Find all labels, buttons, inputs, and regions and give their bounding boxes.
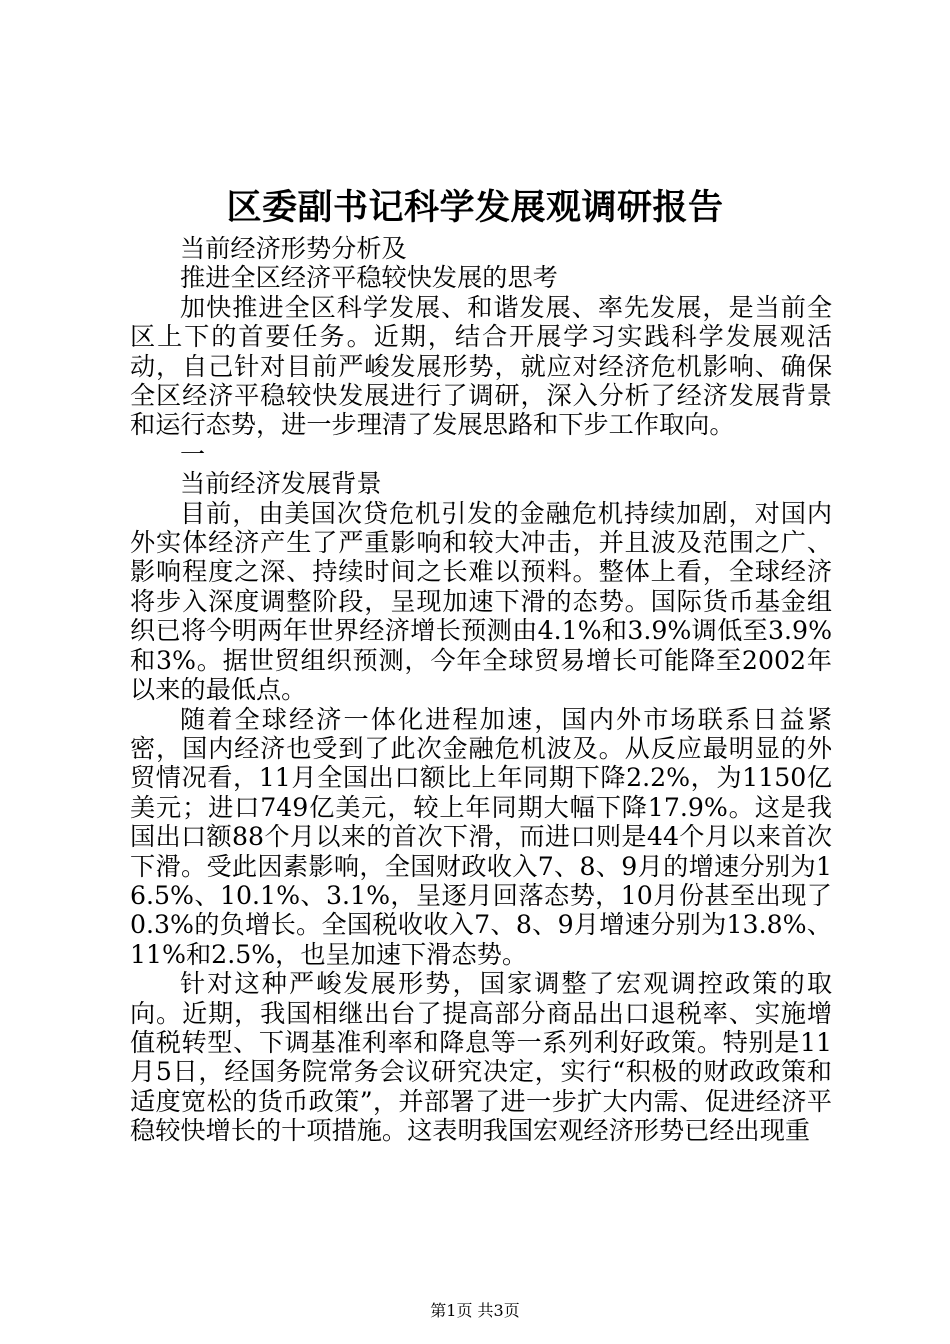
document-body — [130, 234, 832, 1146]
body-paragraph: 随着全球经济一体化进程加速，国内外市场联系日益紧密，国内经济也受到了此次金融危机波及。从反应最明显的外贸情况看，11月全国出口额比上年同期下降2.2%，为1150亿美元；进口749亿美元，较上年同期大幅下降17.9%。这是我国出口额88个月以来的首次下滑，而进口则是44个月以来首次下滑。受此因素影响，全国财政收入7、8、9月的增速分别为16.5%、10.1%、3.1%，呈逐月回落态势，10月份甚至出现了0.3%的负增长。全国税收收入7、8、9月增速分别为13.8%、11%和2.5%，也呈加速下滑态势。 — [130, 704, 832, 969]
section-title: 当前经济发展背景 — [180, 469, 382, 499]
intro-paragraph: 加快推进全区科学发展、和谐发展、率先发展，是当前全区上下的首要任务。近期，结合开展学习实践科学发展观活动，自己针对目前严峻发展形势，就应对经济危机影响、确保全区经济平稳较快发展进行了调研，深入分析了经济发展背景和运行态势，进一步理清了发展思路和下步工作取向。 — [130, 292, 832, 440]
subtitle-line-1: 当前经济形势分析及 — [180, 234, 407, 263]
document-title: 区委副书记科学发展观调研报告 — [226, 187, 724, 228]
subtitle-line-2: 推进全区经济平稳较快发展的思考 — [180, 263, 558, 293]
section-number: 一 — [180, 439, 206, 469]
body-paragraph: 针对这种严峻发展形势，国家调整了宏观调控政策的取向。近期，我国相继出台了提高部分商品出口退税率、实施增值税转型、下调基准利率和降息等一系列利好政策。特别是11月5日，经国务院常务会议研究决定，实行“积极的财政政策和适度宽松的货币政策”，并部署了进一步扩大内需、促进经济平稳较快增长的十项措施。这表明我国宏观经济形势已经出现重 — [130, 969, 832, 1146]
body-paragraph: 目前，由美国次贷危机引发的金融危机持续加剧，对国内外实体经济产生了严重影响和较大冲击，并且波及范围之广、影响程度之深、持续时间之长难以预料。整体上看，全球经济将步入深度调整阶段，呈现加速下滑的态势。国际货币基金组织已将今明两年世界经济增长预测由4.1%和3.9%调低至3.9%和3%。据世贸组织预测，今年全球贸易增长可能降至2002年以来的最低点。 — [130, 498, 832, 705]
page-footer: 第1页 共3页 — [430, 1301, 520, 1320]
